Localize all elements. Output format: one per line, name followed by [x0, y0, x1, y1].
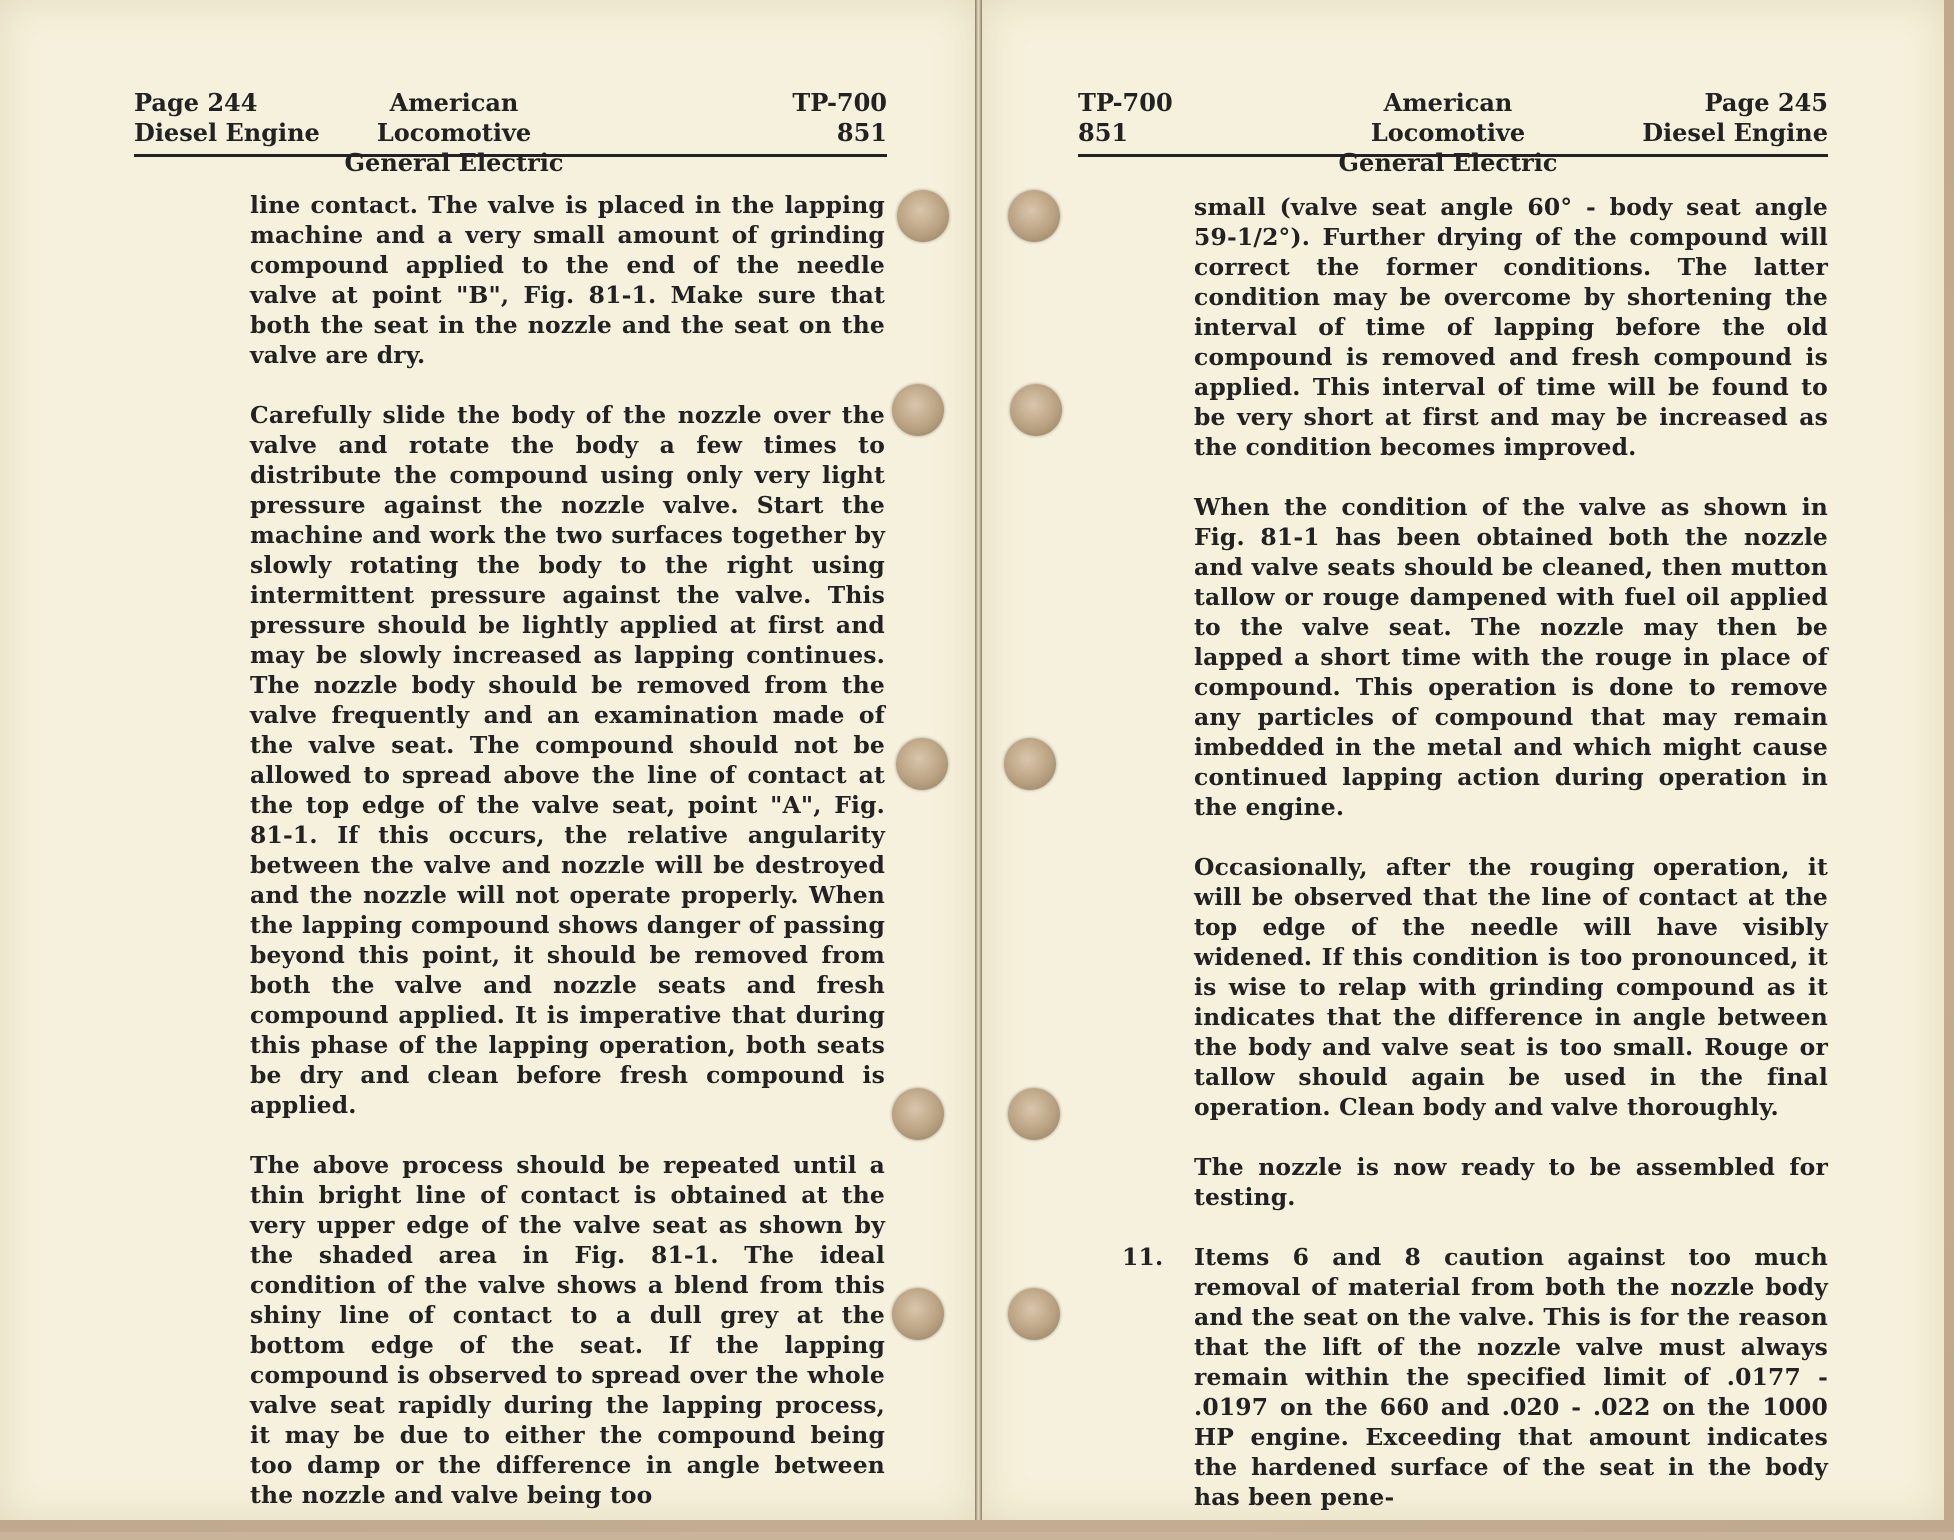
right-page-section: Diesel Engine	[1642, 118, 1828, 147]
right-page-body	[1122, 192, 1828, 1512]
left-doc-code: TP-700	[792, 88, 887, 117]
left-page	[0, 0, 975, 1520]
punch-hole-icon	[892, 1288, 944, 1340]
right-page	[982, 0, 1944, 1520]
punch-hole-icon	[892, 384, 944, 436]
left-company-line2: General Electric	[344, 148, 564, 177]
left-paragraph-2: Carefully slide the body of the nozzle over the valve and rotate the body a few times to distribute the compound using only very light pressure against the nozzle valve. Start the machine and work the two surfaces together by slowly rotating the body to the right using intermittent pressure against the valve. This pressure should be lightly applied at first and may be slowly increased as lapping continues. The nozzle body should be removed from the valve frequently and an examination made of the valve seat. The compound should not be allowed to spread above the line of contact at the top edge of the valve seat, point "A", Fig. 81-1. If this occurs, the relative angularity between the valve and nozzle will be destroyed and the nozzle will not operate properly. When the lapping compound shows danger of passing beyond this point, it should be removed from both the valve and nozzle seats and fresh compound applied. It is imperative that during this phase of the lapping operation, both seats be dry and clean before fresh compound is applied.	[250, 401, 885, 1119]
punch-hole-icon	[1010, 384, 1062, 436]
right-paragraph-4: The nozzle is now ready to be assembled for testing.	[1194, 1153, 1828, 1211]
left-page-body	[250, 190, 885, 1540]
punch-hole-icon	[1008, 190, 1060, 242]
punch-hole-icon	[892, 1088, 944, 1140]
book-binding	[975, 0, 982, 1520]
left-page-number: Page 244	[134, 88, 258, 117]
right-page-number: Page 245	[1704, 88, 1828, 117]
item-text: Items 6 and 8 caution against too much removal of material from both the nozzle body and the seat on the valve. This is for the reason that the lift of the nozzle valve must always remain within the specified limit of .0177 - .0197 on the 660 and .020 - .022 on the 1000 HP engine. Exceeding that amount indicates the hardened surface of the seat in the body has been pene-	[1194, 1243, 1828, 1511]
punch-hole-icon	[897, 190, 949, 242]
right-page-header	[1078, 88, 1828, 177]
punch-hole-icon	[896, 738, 948, 790]
punch-hole-icon	[1008, 1088, 1060, 1140]
right-paragraph-3: Occasionally, after the rouging operation, it will be observed that the line of contact at the top edge of the needle will have visibly widened. If this condition is too pronounced, it is wise to relap with grinding compound as it indicates that the difference in angle between the body and valve seat is too small. Rouge or tallow should again be used in the final operation. Clean body and valve thoroughly.	[1194, 853, 1828, 1121]
left-company-line1: American Locomotive	[376, 88, 532, 147]
left-paragraph-3: The above process should be repeated until a thin bright line of contact is obtained at the very upper edge of the valve seat as shown by the shaded area in Fig. 81-1. The ideal condition of the valve shows a blend from this shiny line of contact to a dull grey at the bottom edge of the seat. If the lapping compound is observed to spread over the whole valve seat rapidly during the lapping process, it may be due to either the compound being too damp or the difference in angle between the nozzle and valve being too	[250, 1151, 885, 1509]
right-paragraph-2: When the condition of the valve as shown in Fig. 81-1 has been obtained both the nozzle and valve seats should be cleaned, then mutton tallow or rouge dampened with fuel oil applied to the valve seat. The nozzle may then be lapped a short time with the rouge in place of compound. This operation is done to remove any particles of compound that may remain imbedded in the metal and which might cause continued lapping action during operation in the engine.	[1194, 493, 1828, 821]
left-paragraph-1: line contact. The valve is placed in the lapping machine and a very small amount of grinding compound applied to the end of the needle valve at point "B", Fig. 81-1. Make sure that both the seat in the nozzle and the seat on the valve are dry.	[250, 191, 885, 369]
punch-hole-icon	[1004, 738, 1056, 790]
numbered-item-11	[1122, 1242, 1828, 1512]
right-doc-number: 851	[1078, 118, 1129, 147]
left-page-section: Diesel Engine	[134, 118, 320, 147]
right-company-line1: American Locomotive	[1370, 88, 1526, 147]
left-page-header	[134, 88, 887, 177]
right-company-line2: General Electric	[1338, 148, 1558, 177]
left-doc-number: 851	[836, 118, 887, 147]
item-number: 11.	[1122, 1243, 1164, 1271]
right-doc-code: TP-700	[1078, 88, 1173, 117]
punch-hole-icon	[1008, 1288, 1060, 1340]
right-paragraph-1: small (valve seat angle 60° - body seat angle 59-1/2°). Further drying of the compound will correct the former conditions. The latter condition may be overcome by shortening the interval of time of lapping before the old compound is removed and fresh compound is applied. This interval of time will be found to be very short at first and may be increased as the condition becomes improved.	[1194, 193, 1828, 461]
